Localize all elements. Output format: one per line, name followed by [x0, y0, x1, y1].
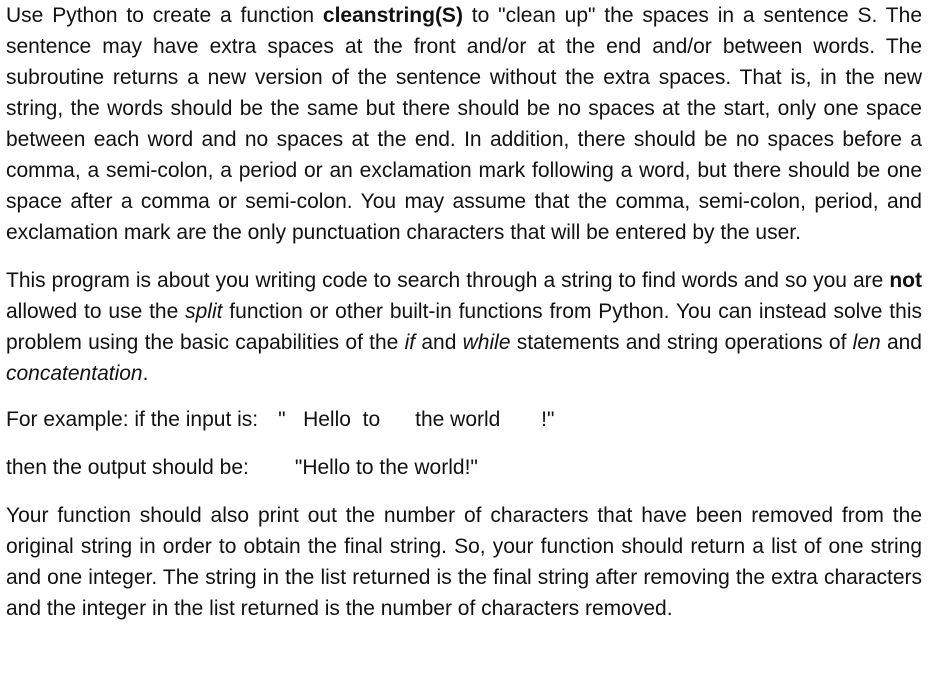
- keyword-split: split: [185, 300, 223, 323]
- example-output-value: "Hello to the world!": [294, 456, 478, 479]
- keyword-len: len: [852, 331, 881, 354]
- document: [6, 0, 922, 624]
- keyword-while: while: [462, 331, 511, 354]
- keyword-if: if: [404, 331, 416, 354]
- keyword-concatentation: concatentation: [6, 362, 143, 385]
- text-run: statements and string operations of: [510, 331, 853, 354]
- function-name: cleanstring(S): [322, 4, 463, 27]
- example-input-label: For example: if the input is:: [6, 408, 259, 431]
- paragraph-problem-statement: [6, 0, 922, 248]
- example-input-value: " Hello to the world !": [278, 408, 555, 431]
- text-run: function or other built-in functions from Python. You can instead solve this problem using the basic capabilities of the: [6, 300, 922, 354]
- text-run: and: [415, 331, 463, 354]
- text-run: .: [142, 362, 149, 385]
- text-run: This program is about you writing code to search through a string to find words and so you are: [6, 269, 890, 292]
- example-output-label: then the output should be:: [6, 456, 249, 479]
- paragraph-return-value: Your function should also print out the number of characters that have been removed from the original string in order to obtain the final string. So, your function should return a list of one string and one integer. The string in the list returned is the final string after removing the extra characters and the integer in the list returned is the number of characters removed.: [6, 504, 922, 620]
- example-output-line: [6, 452, 922, 483]
- text-run: allowed to use the: [6, 300, 186, 323]
- text-run: and: [880, 331, 922, 354]
- text-run: to "clean up" the spaces in a sentence S. The sentence may have extra spaces at the front and/or at the end and/or between words. The subroutine returns a new version of the sentence without the extra spaces. That is, in the new string, the words should be the same but there should be no spaces at the start, only one space between each word and no spaces at the end. In addition, there should be no spaces before a comma, a semi-colon, a period or an exclamation mark following a word, but there should be one space after a comma or semi-colon. You may assume that the comma, semi-colon, period, and exclamation mark are the only punctuation characters that will be entered by the user.: [6, 4, 922, 244]
- paragraph-restrictions: [6, 265, 922, 389]
- emphasis-not: not: [889, 269, 922, 292]
- example-input-line: [6, 404, 922, 435]
- text-run: Use Python to create a function: [6, 4, 323, 27]
